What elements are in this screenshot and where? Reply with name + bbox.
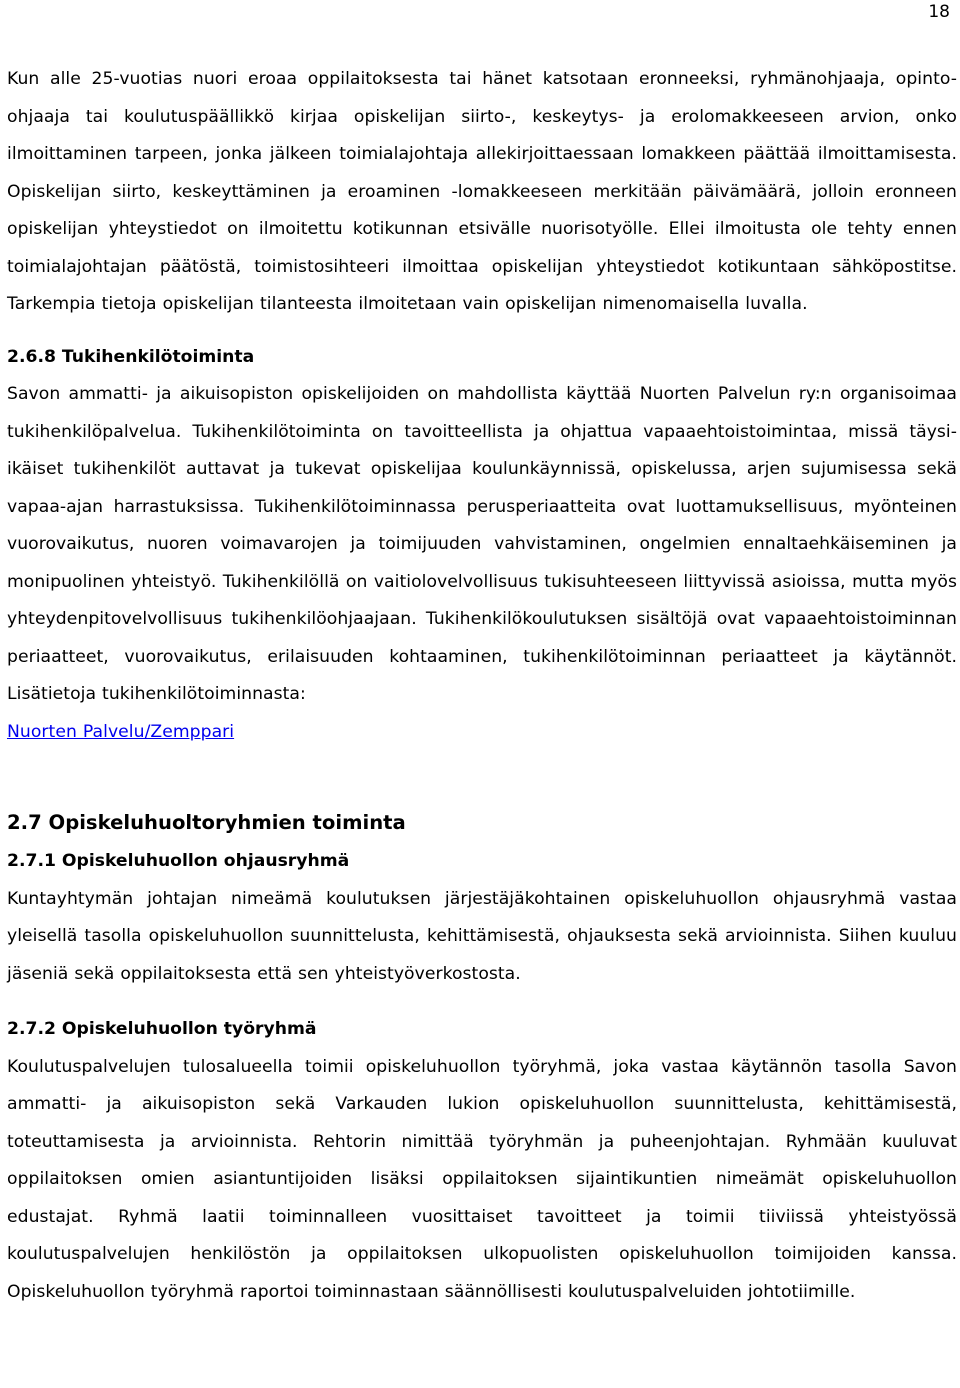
- section-2-7-1-paragraph: Kuntayhtymän johtajan nimeämä koulutuksen järjestäjäkohtainen opiskeluhuollon ohjausryhmä vastaa yleisellä tasolla opiskeluhuollon suunnittelusta, kehittämisestä, ohjauksesta sekä arvioinnista. Siihen kuuluu jäseniä sekä oppilaitoksesta että sen yhteistyöverkostosta.: [7, 888, 957, 984]
- section-2-6-8-paragraph: [7, 376, 957, 751]
- section-heading-2-6-8: 2.6.8 Tukihenkilötoiminta: [7, 346, 255, 367]
- document-body: [7, 61, 957, 1311]
- section-heading-2-7-1: 2.7.1 Opiskeluhuollon ohjausryhmä: [7, 851, 350, 871]
- page-number: 18: [928, 2, 950, 22]
- intro-paragraph: Kun alle 25-vuotias nuori eroaa oppilaitoksesta tai hänet katsotaan eronneeksi, ryhmänohjaaja, opinto-ohjaaja tai koulutuspäällikkö kirjaa opiskelijan siirto-, keskeytys- ja erolomakkeeseen arvion, onko ilmoittaminen tarpeen, jonka jälkeen toimialajohtaja allekirjoittaessaan lomakkeen päättää ilmoittamisesta. Opiskelijan siirto, keskeyttäminen ja eroaminen -lomakkeeseen merkitään päivämäärä, jolloin eronneen opiskelijan yhteystiedot on ilmoitettu kotikunnan etsivälle nuorisotyölle. Ellei ilmoitusta ole tehty ennen toimialajohtajan päätöstä, toimistosihteeri ilmoittaa opiskelijan yhteystiedot kotikuntaan sähköpostitse. Tarkempia tietoja opiskelijan tilanteesta ilmoitetaan vain opiskelijan nimenomaisella luvalla.: [7, 69, 957, 314]
- section-2-7-2-paragraph: Koulutuspalvelujen tulosalueella toimii opiskeluhuollon työryhmä, joka vastaa käytännön tasolla Savon ammatti- ja aikuisopiston sekä Varkauden lukion opiskeluhuollon suunnittelusta, kehittämisestä, toteuttamisesta ja arvioinnista. Rehtorin nimittää työryhmän ja puheenjohtajan. Ryhmään kuuluvat oppilaitoksen omien asiantuntijoiden lisäksi oppilaitoksen sijaintikuntien nimeämät opiskeluhuollon edustajat. Ryhmä laatii toiminnalleen vuosittaiset tavoitteet ja toimii tiiviissä yhteistyössä koulutuspalvelujen henkilöstön ja oppilaitoksen ulkopuolisten opiskeluhuollon toimijoiden kanssa. Opiskeluhuollon työryhmä raportoi toiminnastaan säännöllisesti koulutuspalveluiden johtotiimille.: [7, 1056, 957, 1302]
- spacer: [7, 324, 957, 339]
- section-heading-2-7: 2.7 Opiskeluhuoltoryhmien toiminta: [7, 811, 406, 834]
- spacer: [7, 751, 957, 803]
- spacer: [7, 993, 957, 1011]
- section-heading-2-7-2: 2.7.2 Opiskeluhuollon työryhmä: [7, 1019, 317, 1039]
- section-2-6-8-text: Savon ammatti- ja aikuisopiston opiskelijoiden on mahdollista käyttää Nuorten Palvelun ry:n organisoimaa tukihenkilöpalvelua. Tukihenkilötoiminta on tavoitteellista ja ohjattua vapaaehtoistoimintaa, missä täysi-ikäiset tukihenkilöt auttavat ja tukevat opiskelijaa koulunkäynnissä, opiskelussa, arjen sujumisessa sekä vapaa-ajan harrastuksissa. Tukihenkilötoiminnassa perusperiaatteita ovat luottamuksellisuus, myönteinen vuorovaikutus, nuoren voimavarojen ja toimijuuden vahvistaminen, ongelmien ennaltaehkäiseminen ja monipuolinen yhteistyö. Tukihenkilöllä on vaitiolovelvollisuus tukisuhteeseen liittyvissä asioissa, mutta myös yhteydenpitovelvollisuus tukihenkilöohjaajaan. Tukihenkilökoulutuksen sisältöjä ovat vapaaehtoistoiminnan periaatteet, vuorovaikutus, erilaisuuden kohtaaminen, tukihenkilötoiminnan periaatteet ja käytännöt. Lisätietoja tukihenkilötoiminnasta:: [7, 384, 957, 704]
- nuorten-palvelu-link[interactable]: Nuorten Palvelu/Zemppari: [7, 721, 235, 742]
